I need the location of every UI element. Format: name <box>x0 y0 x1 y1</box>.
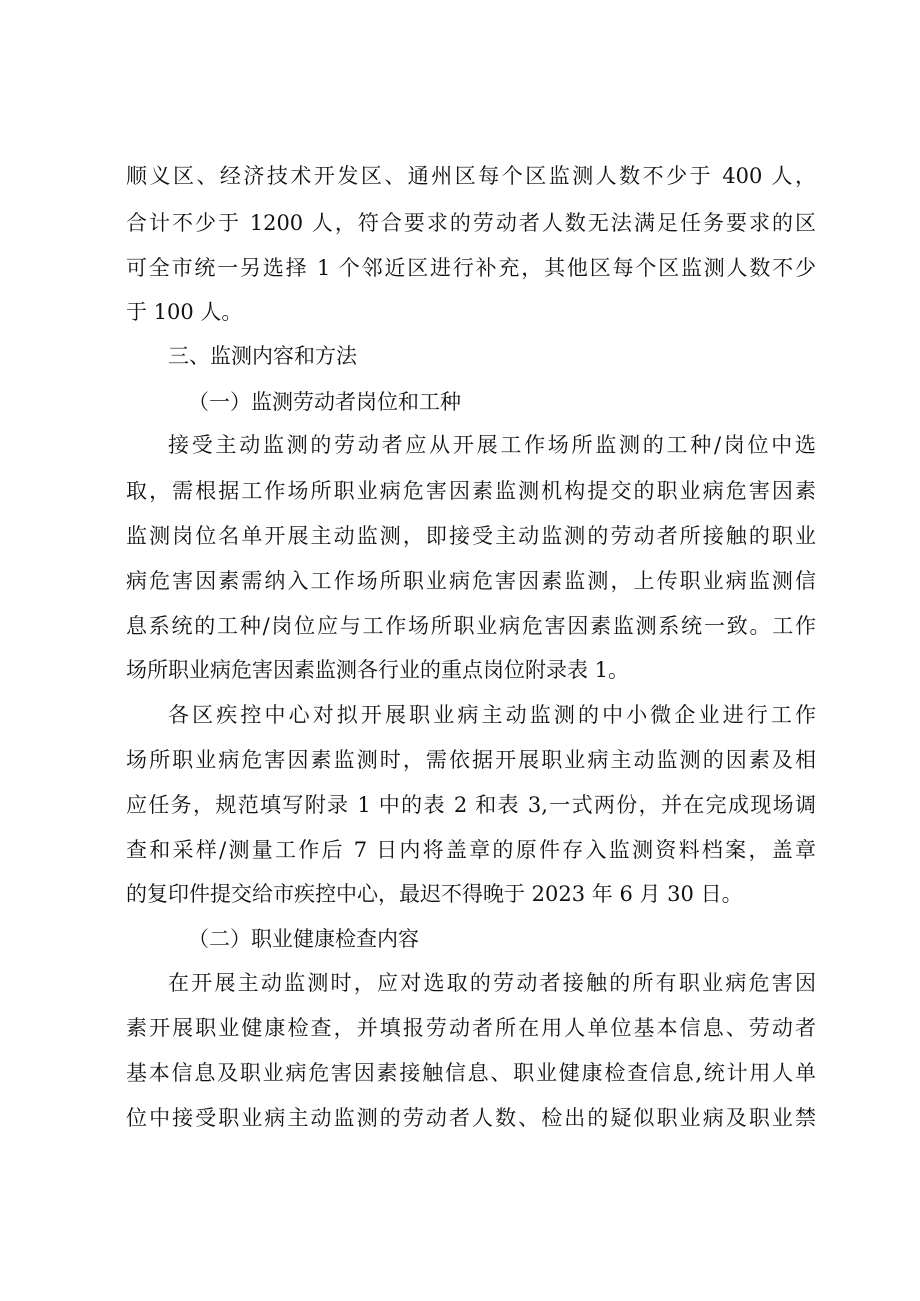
text-line: 素开展职业健康检查，并填报劳动者所在用人单位基本信息、劳动者 <box>126 1016 816 1040</box>
text-line: 顺义区、经济技术开发区、通州区每个区监测人数不少于 400 人， <box>126 164 816 188</box>
text-line: 的复印件提交给市疾控中心，最迟不得晚于 2023 年 6 月 30 日。 <box>126 882 743 906</box>
text-line: 病危害因素需纳入工作场所职业病危害因素监测，上传职业病监测信 <box>126 569 816 593</box>
subsection-heading: （一）监测劳动者岗位和工种 <box>188 390 461 414</box>
text-line: 位中接受职业病主动监测的劳动者人数、检出的疑似职业病及职业禁 <box>126 1106 816 1130</box>
paragraph-first-line: 接受主动监测的劳动者应从开展工作场所监测的工种/岗位中选 <box>168 433 816 457</box>
text-line: 查和采样/测量工作后 7 日内将盖章的原件存入监测资料档案，盖章 <box>126 838 816 862</box>
text-line: 于 100 人。 <box>126 300 243 324</box>
text-line: 基本信息及职业病危害因素接触信息、职业健康检查信息,统计用人单 <box>126 1061 816 1085</box>
paragraph-first-line: 在开展主动监测时，应对选取的劳动者接触的所有职业病危害因 <box>168 971 816 995</box>
section-heading: 三、监测内容和方法 <box>168 344 357 368</box>
paragraph-first-line: 各区疾控中心对拟开展职业病主动监测的中小微企业进行工作 <box>168 703 816 727</box>
text-line: 场所职业病危害因素监测各行业的重点岗位附录表 1。 <box>126 658 630 682</box>
text-line: 应任务，规范填写附录 1 中的表 2 和表 3,一式两份，并在完成现场调 <box>126 793 816 817</box>
text-line: 场所职业病危害因素监测时，需依据开展职业病主动监测的因素及相 <box>126 748 816 772</box>
text-line: 息系统的工种/岗位应与工作场所职业病危害因素监测系统一致。工作 <box>126 614 816 638</box>
text-line: 取，需根据工作场所职业病危害因素监测机构提交的职业病危害因素 <box>126 479 816 503</box>
subsection-heading: （二）职业健康检查内容 <box>188 927 419 951</box>
text-line: 可全市统一另选择 1 个邻近区进行补充，其他区每个区监测人数不少 <box>126 256 816 280</box>
text-line: 合计不少于 1200 人，符合要求的劳动者人数无法满足任务要求的区 <box>126 211 816 235</box>
text-line: 监测岗位名单开展主动监测，即接受主动监测的劳动者所接触的职业 <box>126 524 816 548</box>
